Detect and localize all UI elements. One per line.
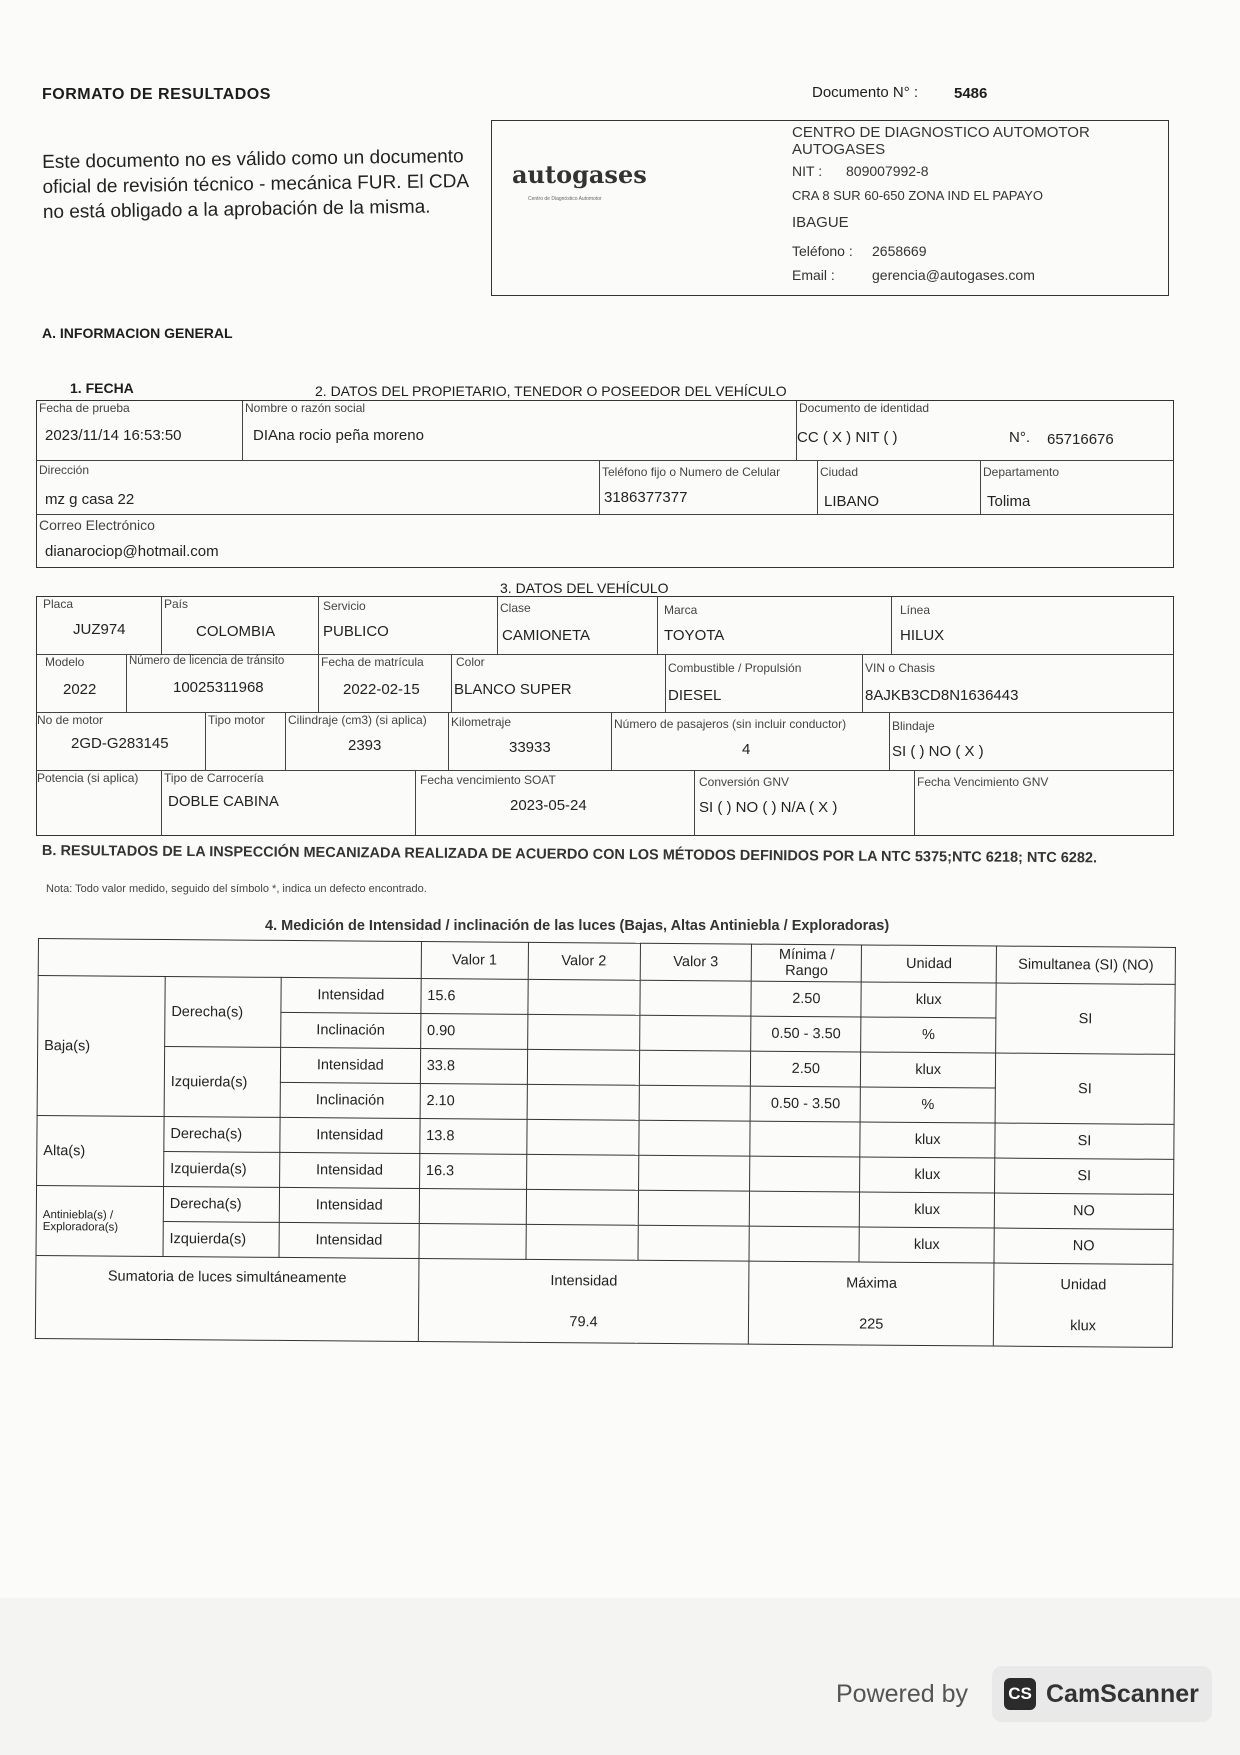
baja-derecha-label: Derecha(s) (165, 976, 281, 1047)
gnv-label: Conversión GNV (699, 775, 790, 789)
doc-id-type: CC ( X ) NIT ( ) (797, 429, 898, 446)
ciudad-label: Ciudad (820, 465, 859, 479)
color-cell (452, 655, 666, 713)
minimum (750, 1191, 860, 1227)
carroceria-label: Tipo de Carrocería (164, 771, 264, 785)
matricula-label: Fecha de matrícula (321, 655, 424, 669)
simultaneous: SI (996, 983, 1175, 1054)
fecha-prueba-label: Fecha de prueba (39, 401, 130, 415)
value-2 (527, 1084, 639, 1120)
unit: % (861, 1017, 996, 1053)
vehicle-section-title: 3. DATOS DEL VEHÍCULO (500, 580, 669, 596)
blindaje-label: Blindaje (892, 719, 935, 733)
cilindraje-cell (286, 713, 449, 771)
range: 0.50 - 3.50 (750, 1086, 860, 1122)
kilometraje-value: 33933 (509, 739, 551, 756)
correo-label: Correo Electrónico (39, 517, 155, 533)
ciudad-value: LIBANO (824, 493, 880, 510)
doc-id-label: Documento de identidad (799, 401, 930, 415)
servicio-value: PUBLICO (323, 623, 389, 640)
motor-cell (37, 713, 206, 771)
minimum (750, 1121, 860, 1157)
soat-cell (416, 771, 695, 835)
cda-nit: 809007992-8 (846, 163, 929, 179)
marca-label: Marca (664, 603, 698, 617)
simultaneous: SI (995, 1053, 1174, 1124)
value-3 (637, 1225, 749, 1261)
linea-cell (892, 597, 1173, 655)
carroceria-cell (162, 771, 416, 835)
pais-cell (162, 597, 319, 655)
lights-table (35, 938, 1176, 1348)
fecha-prueba-cell (37, 401, 243, 461)
header-minima-rango: Mínima / Rango (752, 944, 862, 982)
value-1: 13.8 (420, 1119, 527, 1155)
matricula-value: 2022-02-15 (343, 681, 420, 698)
tipo-motor-cell (206, 713, 286, 771)
sum-intensity-label: Intensidad (418, 1259, 749, 1303)
powered-by-text: Powered by (836, 1680, 969, 1708)
owner-section-title: 2. DATOS DEL PROPIETARIO, TENEDOR O POSEEDOR DEL VEHÍCULO (315, 383, 787, 399)
alta-derecha-label: Derecha(s) (164, 1116, 280, 1152)
sum-label: Sumatoria de luces simultáneamente (35, 1255, 418, 1341)
fecha-prueba-value: 2023/11/14 16:53:50 (45, 427, 182, 444)
unit: klux (861, 1052, 996, 1088)
metric-label: Intensidad (280, 1047, 420, 1083)
clase-label: Clase (500, 601, 531, 615)
unit: klux (860, 1157, 995, 1193)
header-unidad: Unidad (861, 945, 996, 983)
vin-cell (863, 655, 1173, 713)
simultaneous: NO (994, 1193, 1173, 1229)
direccion-cell (37, 461, 600, 515)
clase-cell (498, 597, 658, 655)
section-a-title: A. INFORMACION GENERAL (42, 325, 233, 341)
antiniebla-izquierda-label: Izquierda(s) (163, 1221, 279, 1257)
nombre-cell (243, 401, 797, 461)
cda-email-label: Email : (792, 267, 835, 283)
cda-phone: 2658669 (872, 243, 927, 259)
direccion-label: Dirección (39, 463, 90, 477)
soat-value: 2023-05-24 (510, 797, 587, 814)
value-1: 0.90 (420, 1014, 527, 1050)
pasajeros-label: Número de pasajeros (sin incluir conductor) (614, 717, 847, 731)
tipo-motor-label: Tipo motor (208, 713, 265, 727)
baja-izquierda-label: Izquierda(s) (164, 1046, 280, 1117)
marca-value: TOYOTA (664, 627, 725, 644)
fecha-section-title: 1. FECHA (70, 380, 134, 396)
pasajeros-cell (612, 713, 890, 771)
sum-unit-value: klux (993, 1305, 1172, 1348)
motor-value: 2GD-G283145 (71, 735, 169, 752)
pasajeros-value: 4 (742, 741, 751, 758)
alta-izquierda-label: Izquierda(s) (163, 1151, 279, 1187)
nombre-value: DIAna rocio peña moreno (253, 427, 424, 444)
sum-row (36, 1255, 1173, 1305)
licencia-cell (127, 655, 319, 713)
cda-nit-label: NIT : (792, 163, 823, 179)
gnv-cell (695, 771, 915, 835)
simultaneous: NO (994, 1228, 1173, 1264)
range: 0.50 - 3.50 (751, 1016, 861, 1052)
doc-id-no-label: N°. (1009, 429, 1030, 446)
telefono-cell (600, 461, 818, 515)
departamento-value: Tolima (987, 493, 1031, 510)
header-valor-3: Valor 3 (640, 943, 752, 981)
value-2 (528, 979, 640, 1015)
value-2 (526, 1224, 638, 1260)
pais-label: País (164, 597, 189, 611)
value-2 (527, 1014, 639, 1050)
unit: klux (860, 1122, 995, 1158)
value-3 (639, 1050, 751, 1086)
value-1 (419, 1189, 526, 1225)
document-number: 5486 (954, 85, 988, 102)
modelo-label: Modelo (45, 655, 85, 669)
placa-value: JUZ974 (73, 621, 126, 638)
unit: klux (859, 1227, 994, 1263)
value-2 (526, 1189, 638, 1225)
sum-intensity-value: 79.4 (418, 1300, 749, 1344)
combustible-cell (666, 655, 863, 713)
color-value: BLANCO SUPER (454, 681, 572, 698)
potencia-cell (37, 771, 162, 835)
metric-label: Inclinación (281, 1012, 421, 1048)
doc-id-number: 65716676 (1047, 431, 1114, 448)
value-2 (527, 1049, 639, 1085)
combustible-label: Combustible / Propulsión (668, 661, 802, 675)
kilometraje-cell (449, 713, 612, 771)
gnv-vencimiento-label: Fecha Vencimiento GNV (917, 775, 1049, 789)
kilometraje-label: Kilometraje (451, 715, 512, 729)
soat-label: Fecha vencimiento SOAT (420, 773, 556, 787)
direccion-value: mz g casa 22 (45, 491, 135, 508)
servicio-label: Servicio (323, 599, 366, 613)
simultaneous: SI (995, 1158, 1174, 1194)
vin-value: 8AJKB3CD8N1636443 (865, 687, 1019, 704)
value-2 (526, 1154, 638, 1190)
modelo-cell (37, 655, 127, 713)
combustible-value: DIESEL (668, 687, 722, 704)
value-1: 15.6 (421, 979, 528, 1015)
cda-address: CRA 8 SUR 60-650 ZONA IND EL PAPAYO (792, 188, 1043, 203)
cilindraje-value: 2393 (348, 737, 382, 754)
lights-table-title: 4. Medición de Intensidad / inclinación de las luces (Bajas, Altas Antiniebla / Exploradoras) (265, 918, 890, 934)
owner-grid (36, 400, 1174, 568)
matricula-cell (319, 655, 452, 713)
antiniebla-derecha-label: Derecha(s) (163, 1186, 279, 1222)
metric-label: Intensidad (279, 1222, 419, 1258)
value-1: 16.3 (419, 1154, 526, 1190)
value-1: 33.8 (420, 1049, 527, 1085)
minimum: 2.50 (751, 981, 861, 1017)
carroceria-value: DOBLE CABINA (168, 793, 279, 810)
potencia-label: Potencia (si aplica) (37, 771, 139, 785)
vehicle-grid (36, 596, 1174, 836)
value-1: 2.10 (420, 1084, 527, 1120)
minimum (750, 1156, 860, 1192)
sum-unit-label: Unidad (994, 1263, 1173, 1306)
nombre-label: Nombre o razón social (245, 401, 366, 415)
placa-cell (37, 597, 162, 655)
cilindraje-label: Cilindraje (cm3) (si aplica) (288, 713, 427, 727)
departamento-label: Departamento (983, 465, 1060, 479)
baja-group-label: Baja(s) (37, 976, 165, 1117)
blindaje-value: SI ( ) NO ( X ) (892, 743, 984, 760)
value-3 (639, 980, 751, 1016)
section-b-title: B. RESULTADOS DE LA INSPECCIÓN MECANIZADA REALIZADA DE ACUERDO CON LOS MÉTODOS DEFINIDOS POR LA NTC 5375;NTC 6218; NTC 6282. (41, 843, 1098, 867)
sum-max-value: 225 (749, 1303, 994, 1346)
placa-label: Placa (43, 597, 74, 611)
telefono-value: 3186377377 (604, 489, 688, 506)
ciudad-cell (818, 461, 981, 515)
color-label: Color (456, 655, 485, 669)
telefono-label: Teléfono fijo o Numero de Celular (602, 465, 781, 479)
doc-id-cell (797, 401, 1173, 461)
gnv-value: SI ( ) NO ( ) N/A ( X ) (699, 799, 838, 816)
value-3 (638, 1120, 750, 1156)
metric-label: Intensidad (281, 977, 421, 1013)
modelo-value: 2022 (63, 681, 97, 698)
cda-city: IBAGUE (792, 214, 849, 231)
header-valor-2: Valor 2 (528, 942, 640, 980)
clase-value: CAMIONETA (502, 627, 591, 644)
antiniebla-group-label: Antiniebla(s) / Exploradora(s) (36, 1185, 163, 1256)
section-b-note: Nota: Todo valor medido, seguido del símbolo *, indica un defecto encontrado. (46, 883, 427, 895)
blindaje-cell (890, 713, 1173, 771)
value-1 (419, 1224, 526, 1260)
unit: klux (861, 982, 996, 1018)
document-title: FORMATO DE RESULTADOS (42, 86, 271, 103)
gnv-vencimiento-cell (915, 771, 1173, 835)
licencia-label: Número de licencia de tránsito (129, 655, 285, 667)
minimum: 2.50 (751, 1051, 861, 1087)
alta-group-label: Alta(s) (37, 1115, 164, 1186)
vin-label: VIN o Chasis (865, 661, 936, 675)
value-3 (639, 1015, 751, 1051)
value-2 (526, 1119, 638, 1155)
licencia-value: 10025311968 (173, 679, 264, 696)
camscanner-logo-icon: CS (1004, 1678, 1036, 1710)
value-3 (638, 1190, 750, 1226)
logo-subtitle: Centro de Diagnóstico Automotor (528, 196, 602, 202)
departamento-cell (981, 461, 1173, 515)
linea-label: Línea (900, 603, 931, 617)
cda-name: CENTRO DE DIAGNOSTICO AUTOMOTOR AUTOGASES (792, 124, 1090, 158)
metric-label: Intensidad (279, 1187, 419, 1223)
linea-value: HILUX (900, 627, 945, 644)
unit: % (860, 1087, 995, 1123)
sum-max-label: Máxima (749, 1261, 994, 1304)
blank-header (38, 939, 421, 979)
autogases-logo: autogases (512, 160, 647, 189)
minimum (749, 1226, 859, 1262)
correo-cell (37, 515, 1173, 567)
metric-label: Intensidad (279, 1152, 419, 1188)
value-3 (638, 1155, 750, 1191)
marca-cell (658, 597, 892, 655)
correo-value: dianarociop@hotmail.com (45, 543, 219, 560)
simultaneous: SI (995, 1123, 1174, 1159)
camscanner-brand: CamScanner (1046, 1680, 1199, 1708)
disclaimer-text: Este documento no es válido como un documento oficial de revisión técnico - mecánica FUR. El CDA no está obligado a la aprobación de la misma. (42, 146, 469, 223)
metric-label: Inclinación (280, 1082, 420, 1118)
value-3 (639, 1085, 751, 1121)
cda-phone-label: Teléfono : (792, 243, 853, 259)
motor-label: No de motor (37, 713, 104, 727)
unit: klux (860, 1192, 995, 1228)
servicio-cell (319, 597, 498, 655)
header-valor-1: Valor 1 (421, 942, 528, 980)
pais-value: COLOMBIA (196, 623, 276, 640)
document-number-label: Documento N° : (812, 84, 919, 101)
header-simultanea: Simultanea (SI) (NO) (996, 946, 1175, 984)
metric-label: Intensidad (280, 1117, 420, 1153)
cda-email: gerencia@autogases.com (872, 267, 1035, 283)
